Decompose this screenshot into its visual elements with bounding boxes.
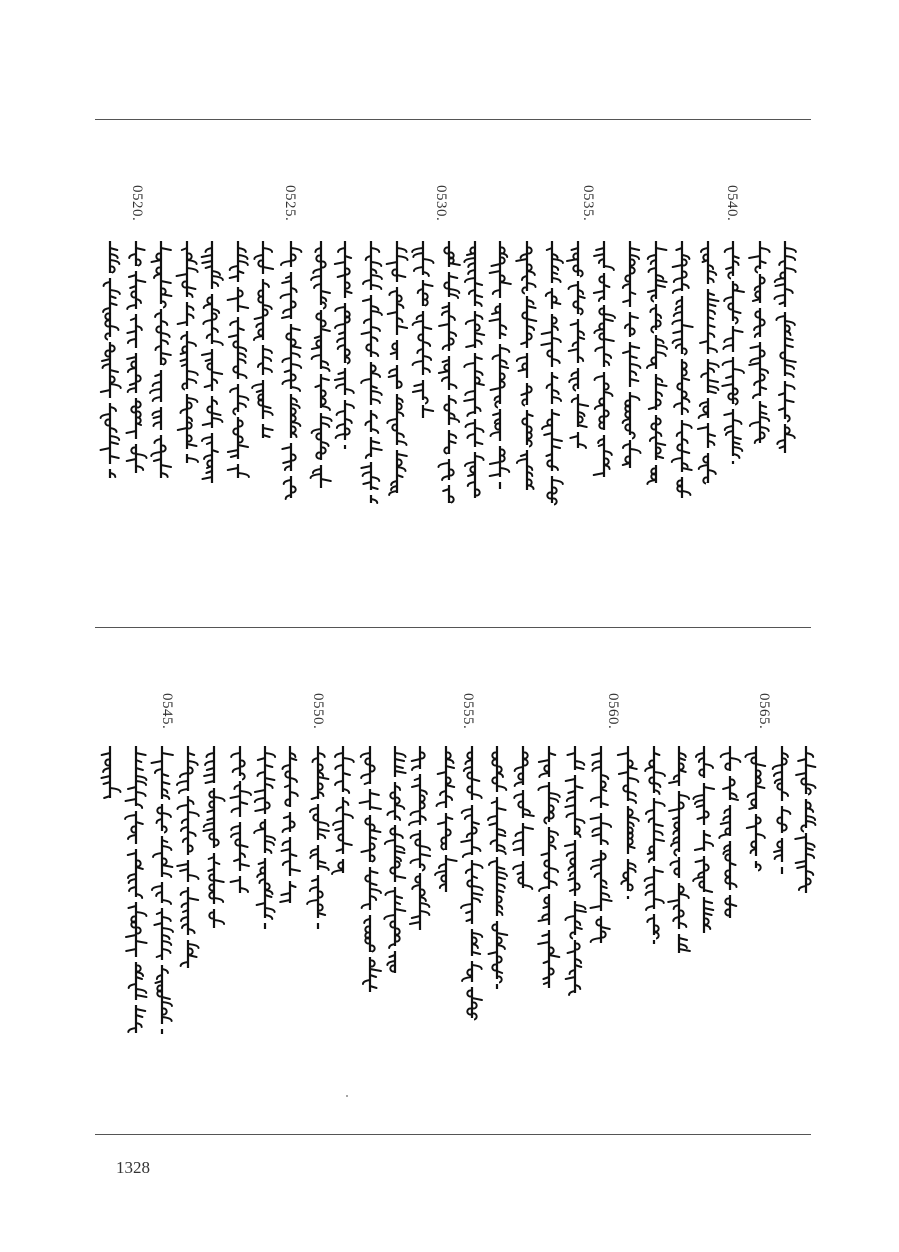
script-line-upper [591, 239, 617, 489]
script-line-upper [669, 239, 695, 509]
script-line-lower [769, 744, 795, 884]
script-line-upper [565, 239, 591, 459]
script-line-upper [332, 239, 358, 459]
top-rule [95, 119, 811, 120]
script-line-lower [793, 744, 819, 904]
script-line-lower [666, 744, 692, 964]
entry-number-0565: 0565. [756, 693, 772, 730]
script-line-upper [97, 239, 123, 489]
script-line-upper [148, 239, 174, 489]
script-line-lower [252, 744, 278, 939]
script-line-upper [514, 239, 540, 504]
entry-number-0550: 0550. [310, 693, 326, 730]
entry-number-0535: 0535. [580, 185, 596, 222]
script-line-upper [410, 239, 436, 429]
script-line-upper [720, 239, 746, 474]
script-line-lower [691, 744, 717, 944]
script-line-lower [536, 744, 562, 999]
script-line-lower [357, 744, 383, 1004]
script-line-lower [743, 744, 769, 879]
script-line-upper [199, 239, 225, 494]
script-line-lower [588, 744, 614, 954]
bottom-rule [95, 1134, 811, 1135]
entry-number-0520: 0520. [129, 185, 145, 222]
script-line-upper [617, 239, 643, 479]
script-line-upper [462, 239, 488, 509]
script-line-upper [278, 239, 304, 509]
page-number: 1328 [116, 1158, 150, 1177]
script-line-lower [615, 744, 641, 909]
script-line-lower [459, 744, 485, 1029]
script-line-lower [484, 744, 510, 999]
script-line-upper [539, 239, 565, 514]
script-line-upper [643, 239, 669, 494]
script-line-lower [97, 744, 123, 809]
script-line-lower [382, 744, 408, 984]
script-line-lower [175, 744, 201, 979]
script-line-upper [308, 239, 334, 499]
script-line-lower [717, 744, 743, 929]
script-line-upper [436, 239, 462, 514]
entry-number-0540: 0540. [724, 185, 740, 222]
script-line-lower [510, 744, 536, 899]
script-line-upper [747, 239, 773, 454]
entry-number-0545: 0545. [159, 693, 175, 730]
script-line-lower [562, 744, 588, 1004]
script-line-upper [358, 239, 384, 514]
script-line-upper [772, 239, 798, 464]
script-line-upper [174, 239, 200, 474]
script-line-upper [225, 239, 251, 489]
entry-number-0560: 0560. [605, 693, 621, 730]
entry-number-0525: 0525. [282, 185, 298, 222]
script-line-lower [407, 744, 433, 944]
script-line-lower [201, 744, 227, 939]
script-line-lower [277, 744, 303, 914]
script-line-lower [641, 744, 667, 954]
entry-number-0530: 0530. [433, 185, 449, 222]
script-line-upper [384, 239, 410, 504]
middle-rule [95, 627, 811, 628]
script-line-lower [123, 744, 149, 1044]
entry-number-0555: 0555. [460, 693, 476, 730]
script-line-upper [123, 239, 149, 484]
script-line-lower [149, 744, 175, 1044]
speck [346, 1095, 348, 1097]
script-line-lower [305, 744, 331, 939]
script-line-lower [433, 744, 459, 904]
script-line-lower [227, 744, 253, 904]
script-line-upper [250, 239, 276, 449]
script-line-lower [330, 744, 356, 884]
script-line-upper [695, 239, 721, 494]
script-line-upper [487, 239, 513, 499]
